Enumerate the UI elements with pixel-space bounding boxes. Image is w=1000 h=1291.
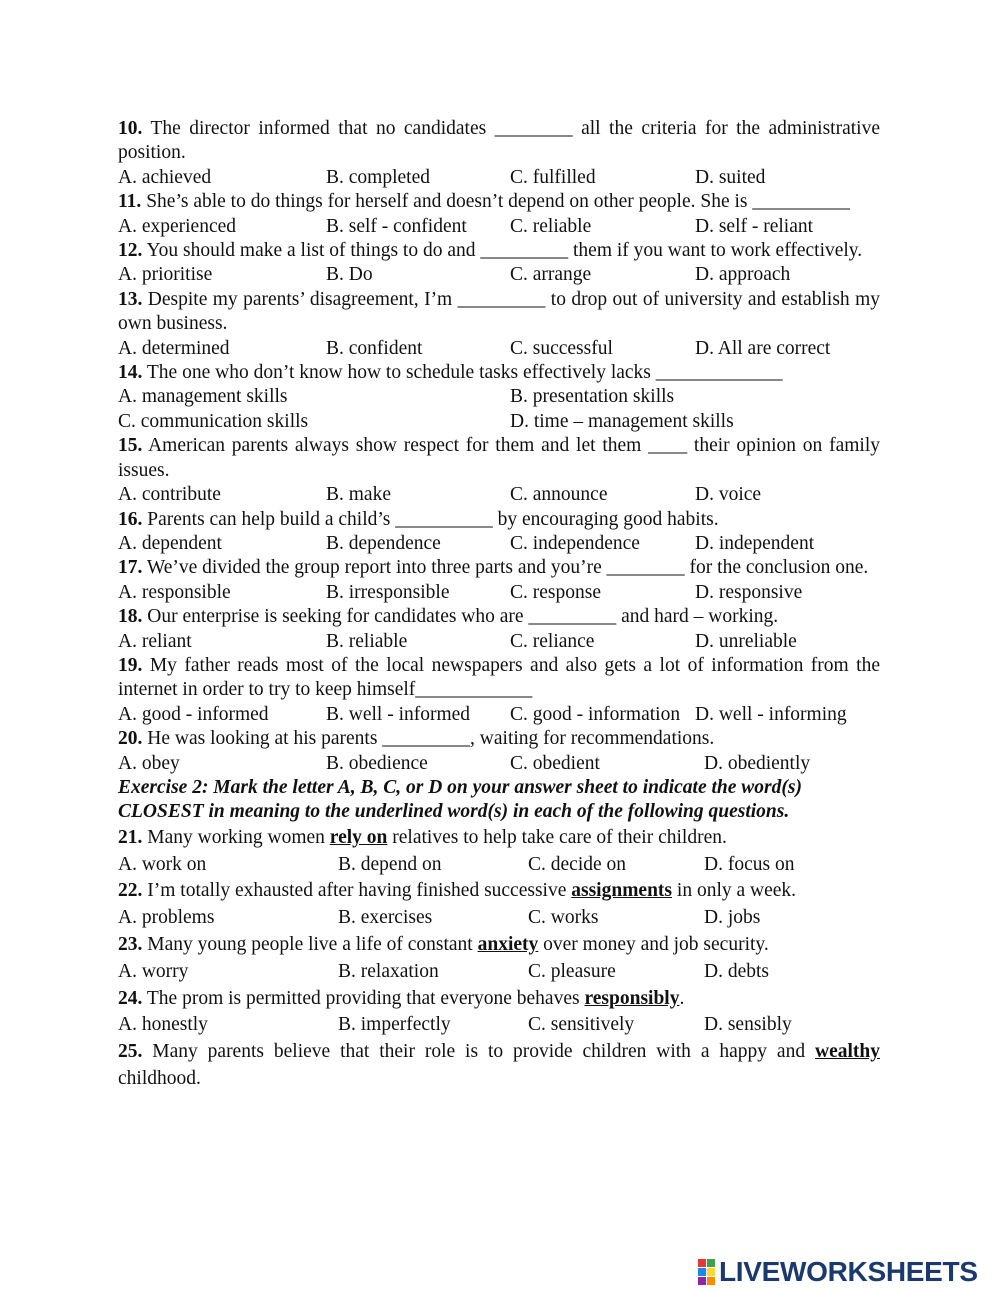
question-24 <box>118 986 880 1040</box>
question-number: 10. <box>118 118 143 139</box>
exercise-2 <box>118 776 880 1093</box>
question-number: 23. <box>118 933 143 955</box>
question-number: 13. <box>118 288 143 310</box>
option-d[interactable]: D. debts <box>704 960 769 982</box>
option-d[interactable]: D. focus on <box>704 853 795 875</box>
option-a[interactable]: A. good - informed <box>118 703 269 725</box>
option-a[interactable]: A. work on <box>118 853 207 875</box>
option-a[interactable]: A. dependent <box>118 532 222 554</box>
question-text: We’ve divided the group report into three parts and you’re ________ for the conclusion one. <box>142 557 869 579</box>
question-12 <box>118 239 880 288</box>
option-b[interactable]: B. exercises <box>338 907 433 929</box>
option-a[interactable]: A. experienced <box>118 215 237 237</box>
worksheet-page <box>118 117 880 1093</box>
question-23 <box>118 932 880 986</box>
option-a[interactable]: A. prioritise <box>118 264 213 286</box>
option-a[interactable]: A. worry <box>118 960 189 982</box>
option-a[interactable]: A. achieved <box>118 166 212 188</box>
liveworksheets-logo-icon <box>698 1259 715 1285</box>
option-b[interactable]: B. presentation skills <box>510 386 675 408</box>
option-c[interactable]: C. obedient <box>510 752 600 774</box>
question-16 <box>118 508 880 557</box>
underlined-word: wealthy <box>815 1041 880 1063</box>
option-a[interactable]: A. determined <box>118 337 230 359</box>
option-c[interactable]: C. response <box>510 581 601 603</box>
question-text-after: in only a week. <box>672 880 797 902</box>
underlined-word: rely on <box>329 826 388 848</box>
heading-line-1: Exercise 2: Mark the letter A, B, C, or D on your answer sheet to indicate the word(s) <box>118 776 802 798</box>
question-number: 17. <box>118 557 143 579</box>
question-text: Our enterprise is seeking for candidates who are _________ and hard – working. <box>142 606 779 628</box>
heading-line-2: CLOSEST in meaning to the underlined word(s) in each of the following questions. <box>118 801 790 823</box>
question-number: 12. <box>118 240 143 262</box>
option-d[interactable]: D. suited <box>695 166 766 188</box>
question-text-after: . <box>679 987 685 1009</box>
question-21 <box>118 825 880 879</box>
question-number: 19. <box>118 654 143 676</box>
question-text: The director informed that no candidates ________ all the criteria for the administrative position. <box>118 118 880 164</box>
question-text: He was looking at his parents _________, waiting for recommendations. <box>142 728 715 750</box>
option-c[interactable]: C. arrange <box>510 264 592 286</box>
question-20 <box>118 727 880 776</box>
question-10 <box>118 117 880 190</box>
logo-block <box>707 1268 715 1276</box>
question-14 <box>118 361 880 434</box>
option-d[interactable]: D. well - informing <box>695 703 847 725</box>
option-d[interactable]: D. approach <box>695 264 791 286</box>
option-c[interactable]: C. good - information <box>510 703 681 725</box>
option-d[interactable]: D. sensibly <box>704 1014 792 1036</box>
question-text-before: Many young people live a life of constant <box>142 933 478 955</box>
exercise-2-heading <box>118 776 880 825</box>
option-a[interactable]: A. reliant <box>118 630 192 652</box>
option-c[interactable]: C. reliable <box>510 215 592 237</box>
option-c[interactable]: C. works <box>528 907 599 929</box>
option-c[interactable]: C. communication skills <box>118 410 309 432</box>
question-number: 14. <box>118 362 143 384</box>
option-d[interactable]: D. self - reliant <box>695 215 814 237</box>
option-a[interactable]: A. problems <box>118 907 215 929</box>
question-text: She’s able to do things for herself and doesn’t depend on other people. She is __________ <box>141 191 850 213</box>
option-a[interactable]: A. responsible <box>118 581 231 603</box>
option-d[interactable]: D. independent <box>695 532 815 554</box>
liveworksheets-logo <box>698 1257 978 1287</box>
question-17 <box>118 556 880 605</box>
option-c[interactable]: C. pleasure <box>528 960 616 982</box>
exercise-1 <box>118 117 880 776</box>
option-a[interactable]: A. obey <box>118 752 180 774</box>
option-d[interactable]: D. time – management skills <box>510 410 734 432</box>
logo-block <box>698 1259 706 1267</box>
option-d[interactable]: D. responsive <box>695 581 803 603</box>
underlined-word: anxiety <box>477 933 539 955</box>
question-13 <box>118 288 880 361</box>
logo-block <box>698 1277 706 1285</box>
option-c[interactable]: C. reliance <box>510 630 595 652</box>
question-text: Despite my parents’ disagreement, I’m _________ to drop out of university and establish my own business. <box>118 288 880 335</box>
question-text-before: The prom is permitted providing that everyone behaves <box>142 987 585 1009</box>
option-b[interactable]: B. imperfectly <box>338 1014 451 1036</box>
question-number: 18. <box>118 606 143 628</box>
question-text-before: Many working women <box>142 826 330 848</box>
question-number: 21. <box>118 826 143 848</box>
underlined-word: responsibly <box>584 987 680 1009</box>
question-text: American parents always show respect for them and let them ____ their opinion on family issues. <box>118 435 880 481</box>
option-b[interactable]: B. dependence <box>326 532 441 554</box>
question-text-after: over money and job security. <box>538 933 769 955</box>
option-c[interactable]: C. independence <box>510 532 640 554</box>
question-text-before: I’m totally exhausted after having finished successive <box>142 880 572 902</box>
logo-block <box>707 1277 715 1285</box>
option-b[interactable]: B. reliable <box>326 630 408 652</box>
option-d[interactable]: D. unreliable <box>695 630 797 652</box>
question-number: 22. <box>118 880 143 902</box>
option-b[interactable]: B. relaxation <box>338 960 439 982</box>
question-number: 15. <box>118 435 143 457</box>
question-15 <box>118 434 880 507</box>
option-a[interactable]: A. management skills <box>118 386 288 408</box>
logo-text: LIVEWORKSHEETS <box>719 1256 978 1287</box>
question-25 <box>118 1039 880 1093</box>
question-text: Parents can help build a child’s __________ by encouraging good habits. <box>142 508 719 530</box>
question-number: 16. <box>118 508 143 530</box>
question-18 <box>118 605 880 654</box>
option-c[interactable]: C. decide on <box>528 853 627 875</box>
option-d[interactable]: D. All are correct <box>695 337 831 359</box>
question-text-after: relatives to help take care of their children. <box>387 826 727 848</box>
option-a[interactable]: A. honestly <box>118 1014 208 1036</box>
option-b[interactable]: B. completed <box>326 166 430 188</box>
option-d[interactable]: D. voice <box>695 484 762 506</box>
question-text-after: childhood. <box>118 1067 201 1089</box>
option-d[interactable]: D. obediently <box>704 752 811 774</box>
option-b[interactable]: B. obedience <box>326 752 428 774</box>
option-c[interactable]: C. fulfilled <box>510 166 596 188</box>
logo-block <box>707 1259 715 1267</box>
question-number: 11. <box>118 191 142 213</box>
option-b[interactable]: B. irresponsible <box>326 581 450 603</box>
option-b[interactable]: B. well - informed <box>326 703 471 725</box>
option-b[interactable]: B. make <box>326 484 391 506</box>
option-b[interactable]: B. depend on <box>338 853 442 875</box>
option-b[interactable]: B. self - confident <box>326 215 467 237</box>
question-text: You should make a list of things to do and _________ them if you want to work effectively. <box>142 240 863 262</box>
option-b[interactable]: B. confident <box>326 337 423 359</box>
question-number: 20. <box>118 728 143 750</box>
option-b[interactable]: B. Do <box>326 264 373 286</box>
question-22 <box>118 878 880 932</box>
question-19 <box>118 654 880 727</box>
logo-block <box>698 1268 706 1276</box>
question-number: 24. <box>118 987 143 1009</box>
underlined-word: assignments <box>571 880 673 902</box>
option-a[interactable]: A. contribute <box>118 484 221 506</box>
question-text-before: Many parents believe that their role is to provide children with a happy and <box>142 1041 815 1063</box>
option-c[interactable]: C. successful <box>510 337 613 359</box>
question-11 <box>118 190 880 239</box>
option-c[interactable]: C. announce <box>510 484 608 506</box>
option-c[interactable]: C. sensitively <box>528 1014 635 1036</box>
question-text: My father reads most of the local newspapers and also gets a lot of information from the internet in order to try to keep himself____________ <box>118 654 880 701</box>
question-number: 25. <box>118 1041 143 1063</box>
question-text: The one who don’t know how to schedule tasks effectively lacks _____________ <box>142 362 783 384</box>
option-d[interactable]: D. jobs <box>704 907 761 929</box>
